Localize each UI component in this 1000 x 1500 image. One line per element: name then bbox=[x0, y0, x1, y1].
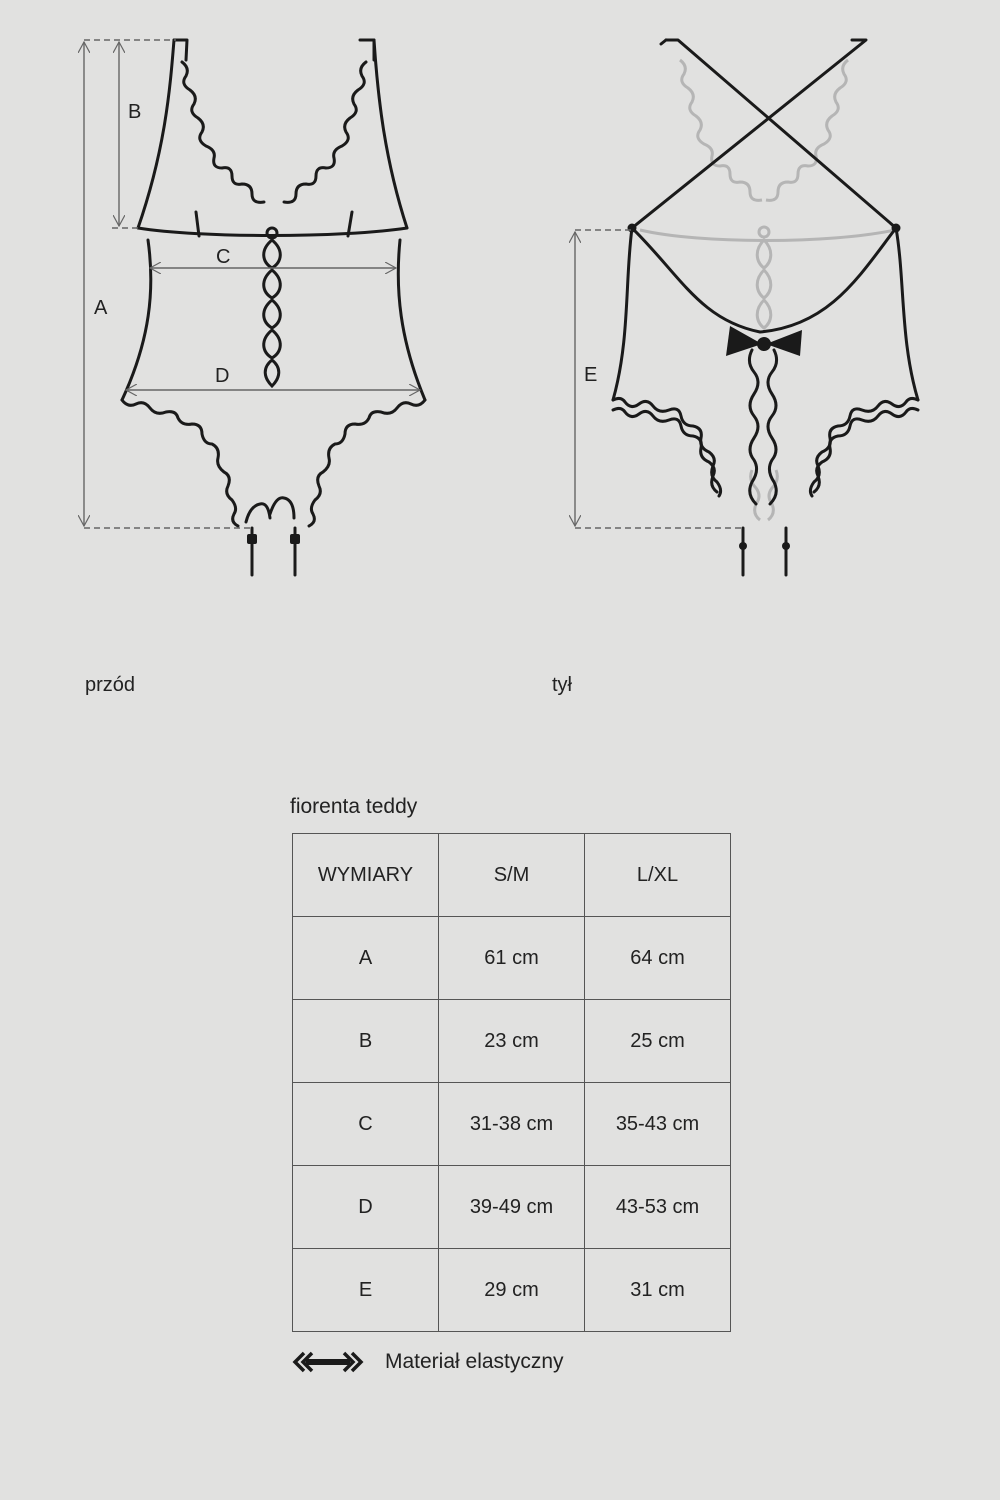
header-cell: S/M bbox=[439, 834, 585, 917]
table-cell: A bbox=[293, 917, 439, 1000]
table-row bbox=[293, 917, 731, 1000]
front-center-chain bbox=[264, 228, 281, 386]
elastic-material-legend bbox=[292, 1346, 564, 1378]
table-cell: C bbox=[293, 1083, 439, 1166]
table-cell: B bbox=[293, 1000, 439, 1083]
dimension-label-b: B bbox=[128, 101, 142, 123]
elastic-material-text: Materiał elastyczny bbox=[385, 1350, 564, 1373]
header-cell: L/XL bbox=[585, 834, 731, 917]
front-garter-clips bbox=[247, 534, 300, 544]
dimension-label-d: D bbox=[215, 365, 230, 387]
header-cell: WYMIARY bbox=[293, 834, 439, 917]
dimension-label-a: A bbox=[94, 297, 108, 319]
table-cell: 35-43 cm bbox=[585, 1083, 731, 1166]
back-garter-clips bbox=[628, 224, 901, 551]
table-cell: 39-49 cm bbox=[439, 1166, 585, 1249]
front-view-drawing bbox=[84, 40, 425, 575]
table-cell: 31-38 cm bbox=[439, 1083, 585, 1166]
back-view-drawing bbox=[575, 40, 918, 575]
table-cell: 23 cm bbox=[439, 1000, 585, 1083]
back-ghost-outline bbox=[640, 60, 895, 520]
front-garment-outline bbox=[122, 40, 425, 575]
back-view-label: tył bbox=[552, 674, 572, 696]
table-cell: 64 cm bbox=[585, 917, 731, 1000]
table-cell: 43-53 cm bbox=[585, 1166, 731, 1249]
table-cell: 25 cm bbox=[585, 1000, 731, 1083]
table-cell: D bbox=[293, 1166, 439, 1249]
size-table-title: fiorenta teddy bbox=[290, 795, 418, 818]
garment-diagram bbox=[0, 0, 1000, 640]
table-cell: 29 cm bbox=[439, 1249, 585, 1332]
table-cell: E bbox=[293, 1249, 439, 1332]
elastic-arrows-icon bbox=[292, 1346, 364, 1378]
table-cell: 31 cm bbox=[585, 1249, 731, 1332]
table-row bbox=[293, 1249, 731, 1332]
back-garment-outline bbox=[613, 40, 918, 575]
front-view-label: przód bbox=[85, 674, 136, 696]
size-table-header-row bbox=[293, 834, 731, 917]
dimension-label-e: E bbox=[584, 364, 598, 386]
table-row bbox=[293, 1083, 731, 1166]
table-row bbox=[293, 1166, 731, 1249]
table-row bbox=[293, 1000, 731, 1083]
table-cell: 61 cm bbox=[439, 917, 585, 1000]
dimension-label-c: C bbox=[216, 246, 231, 268]
size-table bbox=[292, 833, 731, 1332]
